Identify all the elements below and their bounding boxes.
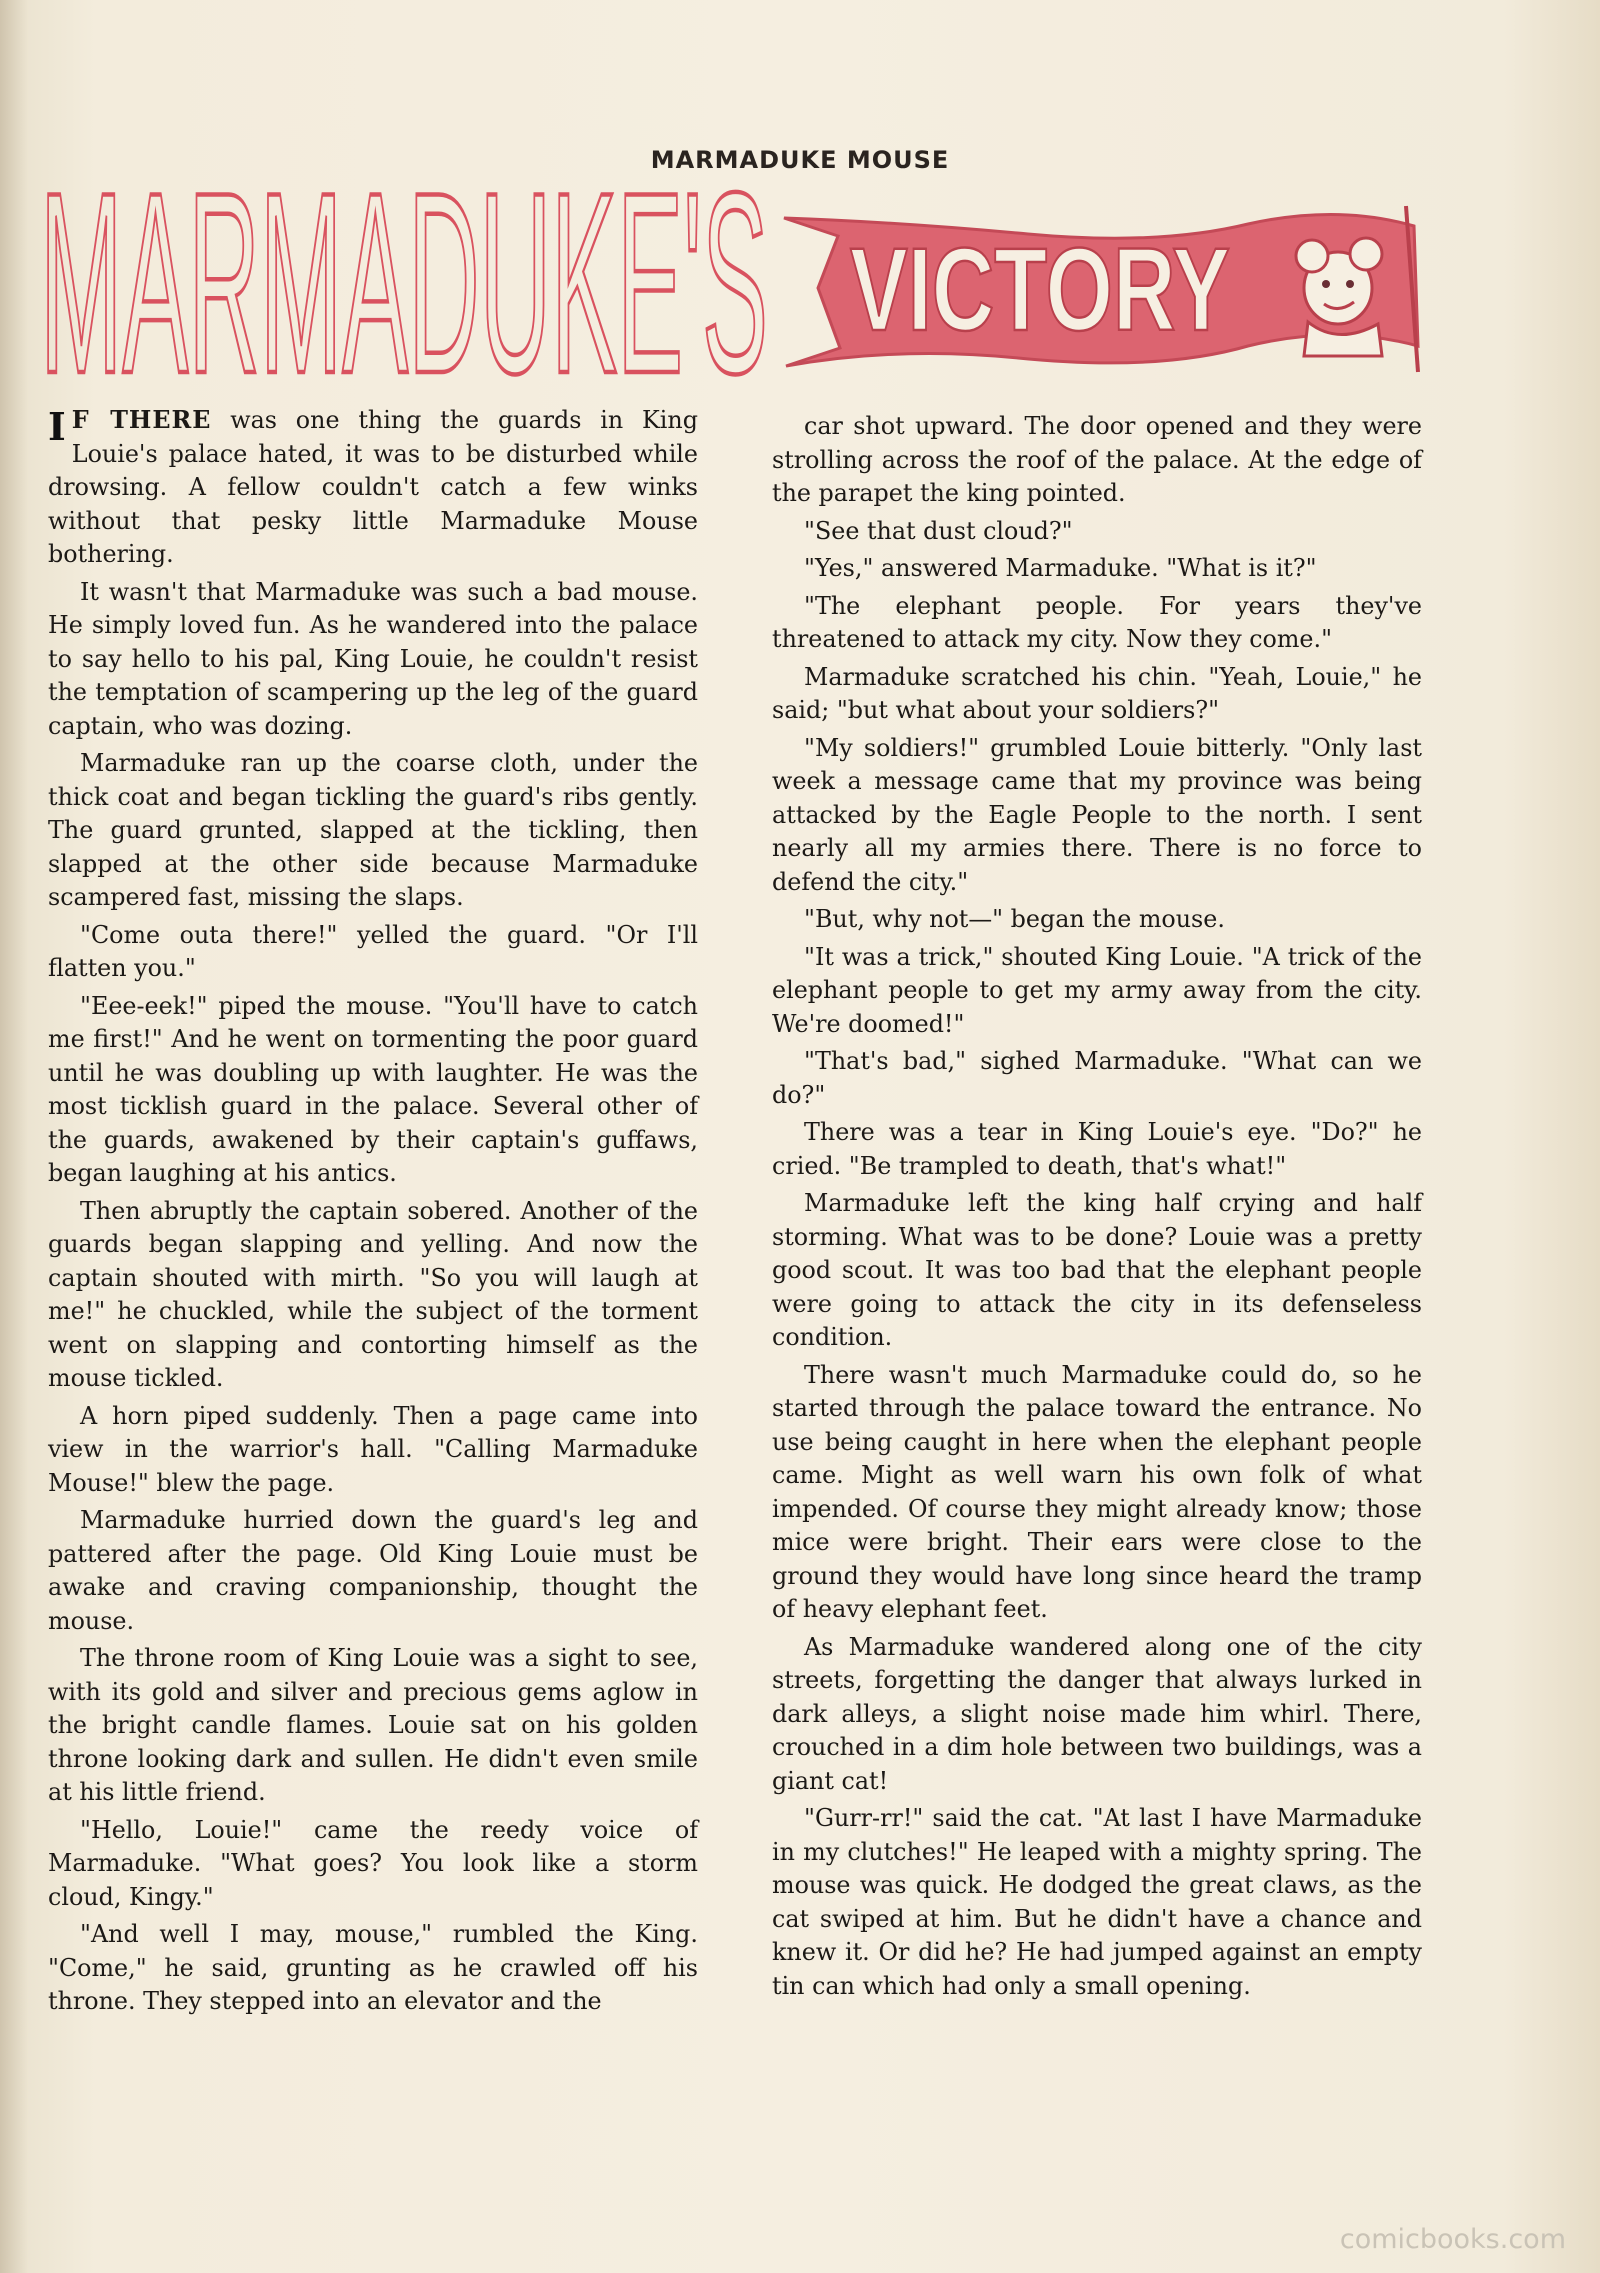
story-paragraph: There was a tear in King Louie's eye. "Do?" he cried. "Be trampled to death, that's what!" (772, 1118, 1422, 1180)
story-paragraph: "Eee-eek!" piped the mouse. "You'll have to catch me first!" And he went on tormenting the poor guard until he was doubling up with laughter. He was the most ticklish guard in the palace. Several other of the guards, awakened by their captain's guffaws, began laughing at his antics. (48, 991, 698, 1187)
story-paragraph: "And well I may, mouse," rumbled the King. "Come," he said, grunting as he crawled off his throne. They stepped into an elevator and the (48, 1920, 698, 2015)
story-paragraph: Marmaduke scratched his chin. "Yeah, Louie," he said; "but what about your soldiers?" (772, 662, 1422, 724)
story-paragraph: There wasn't much Marmaduke could do, so he started through the palace toward the entrance. No use being caught in here when the elephant people came. Might as well warn his own folk of what impended. Of course they might already know; those mice were bright. Their ears were close to the ground they would have long since heard the tramp of heavy elephant feet. (772, 1360, 1422, 1623)
story-paragraph: The throne room of King Louie was a sight to see, with its gold and silver and precious gems aglow in the bright candle flames. Louie sat on his golden throne looking dark and sullen. He didn't even smile at his little friend. (48, 1644, 698, 1806)
story-paragraph: car shot upward. The door opened and they were strolling across the roof of the palace. At the edge of the parapet the king pointed. (772, 412, 1422, 507)
story-paragraph: It wasn't that Marmaduke was such a bad mouse. He simply loved fun. As he wandered into the palace to say hello to his pal, King Louie, he couldn't resist the temptation of scampering up the leg of the guard captain, who was dozing. (48, 577, 698, 740)
lead-in-words: F THERE (71, 406, 212, 434)
story-paragraph: "The elephant people. For years they've threatened to attack my city. Now they come." (772, 591, 1422, 653)
banner-title-text: VICTORY (850, 224, 1230, 356)
story-paragraph: Then abruptly the captain sobered. Another of the guards began slapping and yelling. And now the captain shouted with mirth. "So you will laugh at me!" he chuckled, while the subject of the torment went on slapping and contorting himself as the mouse tickled. (48, 1196, 698, 1392)
site-watermark: comicbooks.com (1339, 2224, 1566, 2255)
story-paragraph: A horn piped suddenly. Then a page came into view in the warrior's hall. "Calling Marmaduke Mouse!" blew the page. (48, 1401, 698, 1497)
paragraph-text: was one thing the guards in King Louie's palace hated, it was to be disturbed while drowsing. A fellow couldn't catch a few winks without that pesky little Marmaduke Mouse bothering. (48, 406, 698, 568)
story-paragraph: "But, why not—" began the mouse. (804, 905, 1225, 933)
story-paragraph: "That's bad," sighed Marmaduke. "What can we do?" (772, 1047, 1422, 1109)
story-paragraph: "Yes," answered Marmaduke. "What is it?" (804, 554, 1317, 582)
drop-cap: I (48, 404, 66, 449)
story-paragraph (48, 404, 698, 572)
story-paragraph: Marmaduke hurried down the guard's leg and pattered after the page. Old King Louie must be awake and craving companionship, thought the mouse. (48, 1506, 698, 1635)
story-column-left (48, 404, 698, 2023)
story-title (34, 160, 774, 390)
story-paragraph: "See that dust cloud?" (804, 516, 1073, 545)
story-paragraph: Marmaduke left the king half crying and half storming. What was to be done? Louie was a pretty good scout. It was too bad that the elephant people were going to attack the city in its defenseless condition. (772, 1189, 1422, 1351)
story-title-text: MARMADUKE'S (40, 160, 768, 390)
story-paragraph: Marmaduke ran up the coarse cloth, under the thick coat and began tickling the guard's ribs gently. The guard grunted, slapped at the tickling, then slapped at the other side because Marmaduke scampered fast, missing the slaps. (48, 749, 698, 911)
story-paragraph: "My soldiers!" grumbled Louie bitterly. "Only last week a message came that my province was being attacked by the Eagle People to the north. I sent nearly all my armies there. There is no force to defend the city." (772, 733, 1422, 896)
marmaduke-mouse-illustration (1296, 238, 1382, 356)
story-paragraph: "Come outa there!" yelled the guard. "Or I'll flatten you." (48, 920, 698, 982)
story-paragraph: "Gurr-rr!" said the cat. "At last I have Marmaduke in my clutches!" He leaped with a mighty spring. The mouse was quick. He dodged the great claws, as the cat swiped at him. But he didn't have a chance and knew it. Or did he? He had jumped against an empty tin can which had only a small opening. (772, 1804, 1422, 2000)
story-paragraph: "Hello, Louie!" came the reedy voice of Marmaduke. "What goes? You look like a storm cloud, Kingy." (48, 1815, 698, 1911)
story-column-right (772, 410, 1422, 2007)
story-paragraph: "It was a trick," shouted King Louie. "A trick of the elephant people to get my army away from the city. We're doomed!" (772, 942, 1422, 1038)
series-heading: MARMADUKE MOUSE (650, 146, 950, 174)
victory-banner (778, 196, 1428, 376)
page-spine-shadow (0, 0, 28, 2273)
story-paragraph: As Marmaduke wandered along one of the city streets, forgetting the danger that always lurked in dark alleys, a slight noise made him whirl. There, crouched in a dim hole between two buildings, was a giant cat! (772, 1632, 1422, 1795)
